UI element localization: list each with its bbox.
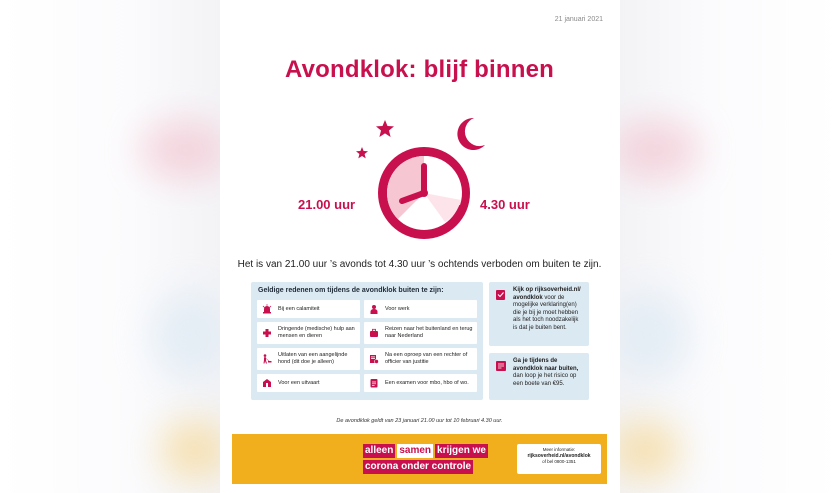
blur-blob xyxy=(140,120,220,180)
reason-label: Voor werk xyxy=(385,305,410,312)
campaign-banner xyxy=(232,434,607,484)
info1-text: voor de mogelijke verklaring(en) die je bij je moet hebben als het toch noodzakelijk is dat je buiten bent. xyxy=(513,294,579,331)
poster-date: 21 januari 2021 xyxy=(554,16,603,23)
info2-bold: Ga je tijdens de avondklok naar buiten, xyxy=(513,358,579,372)
medical-icon xyxy=(262,328,272,338)
reasons-heading: Geldige redenen om tijdens de avondklok buiten te zijn: xyxy=(258,287,444,294)
poster xyxy=(222,0,617,493)
curfew-sentence: Het is van 21.00 uur ’s avonds tot 4.30 uur ’s ochtends verboden om buiten te zijn. xyxy=(237,259,602,270)
valid-reasons-panel xyxy=(251,282,483,400)
reason-label: Reizen naar het buitenland en terug naar Nederland xyxy=(385,326,473,339)
blur-blob xyxy=(150,290,220,380)
reason-item xyxy=(364,374,477,392)
poster-title: Avondklok: blijf binnen xyxy=(284,56,555,83)
reason-item xyxy=(257,348,360,370)
info2-text: dan loop je het risico op een boete van €95. xyxy=(513,373,577,387)
reason-label: Voor een uitvaart xyxy=(278,379,320,386)
blur-blob xyxy=(620,120,700,180)
summons-icon xyxy=(369,354,379,364)
alarm-icon xyxy=(262,304,272,314)
slogan-word: samen xyxy=(399,445,432,456)
slogan-word: corona onder controle xyxy=(365,461,472,472)
reason-label: Uitlaten van een aangelijnde hond (dit doe je alleen) xyxy=(278,352,348,365)
reason-label: Bij een calamiteit xyxy=(278,305,320,312)
more-info-label: Meer informatie: xyxy=(542,447,576,452)
moon-icon xyxy=(457,118,485,150)
more-info-link[interactable]: rijksoverheid.nl/avondklok xyxy=(527,453,591,459)
star-icon xyxy=(356,147,368,158)
end-time: 4.30 uur xyxy=(480,197,530,212)
blur-blob xyxy=(160,420,220,480)
worker-icon xyxy=(369,304,379,314)
campaign-slogan xyxy=(363,444,488,474)
clock-illustration xyxy=(352,108,492,253)
reason-item xyxy=(364,322,477,344)
more-info-phone: of bel 0800-1351 xyxy=(542,459,576,464)
dog-walk-icon xyxy=(262,354,272,364)
info-box-fine xyxy=(489,353,589,400)
start-time: 21.00 uur xyxy=(298,197,356,212)
info1-bold: Kijk op rijksoverheid.nl/ avondklok xyxy=(513,287,581,301)
more-info-box xyxy=(517,444,601,474)
reason-item xyxy=(257,300,360,318)
background-left xyxy=(0,0,220,493)
fine-icon xyxy=(495,360,507,372)
star-icon xyxy=(376,120,394,137)
funeral-icon xyxy=(262,378,272,388)
declaration-icon xyxy=(495,289,507,301)
blur-blob xyxy=(620,290,690,380)
info-box-declaration xyxy=(489,282,589,346)
reason-label: Een examen voor mbo, hbo of wo. xyxy=(385,379,469,386)
reason-label: Na een oproep van een rechter of officier van justitie xyxy=(385,352,468,365)
reason-label: Dringende (medische) hulp aan mensen en dieren xyxy=(278,326,355,339)
validity-footnote: De avondklok geldt van 23 januari 21.00 uur tot 10 februari 4.30 uur. xyxy=(336,418,503,424)
reason-item xyxy=(364,300,477,318)
reason-item xyxy=(257,322,360,344)
slogan-word: krijgen we xyxy=(437,445,486,456)
exam-icon xyxy=(369,378,379,388)
suitcase-icon xyxy=(369,328,379,338)
reason-item xyxy=(364,348,477,370)
background-right xyxy=(620,0,840,493)
blur-blob xyxy=(620,420,680,480)
slogan-word: alleen xyxy=(365,445,394,456)
reason-item xyxy=(257,374,360,392)
